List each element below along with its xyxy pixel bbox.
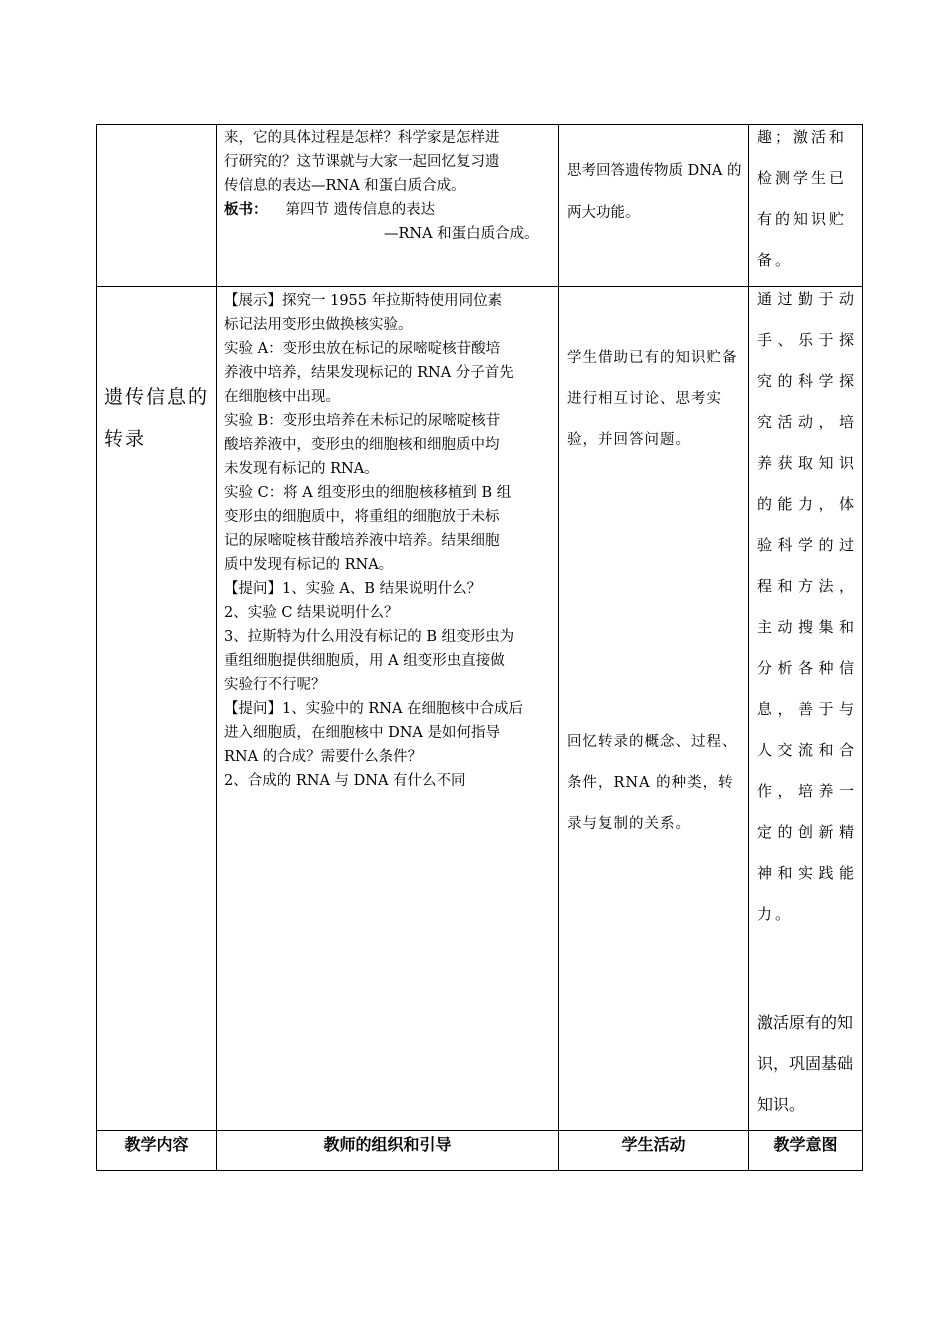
col-divider-2 <box>558 124 559 1171</box>
row1-teacher-line: 来，它的具体过程是怎样？科学家是怎样进 <box>224 130 500 146</box>
row2-teacher-cell <box>224 289 554 793</box>
header-col1-label: 教学内容 <box>124 1135 189 1154</box>
intent-a: 通过勤于动手、乐于探究的科学探究活动，培养获取知识的能力，体验科学的过程和方法，主动搜集和分析各种信息，善于与人交流和合作，培养一定的创新精神和实践能力。 <box>757 290 857 923</box>
header-student-activity <box>559 1125 748 1165</box>
teacher-line: 实验行不行呢？ <box>224 677 326 693</box>
header-col4-label: 教学意图 <box>773 1135 838 1154</box>
row1-intent-line: 检测学生已 <box>757 169 848 187</box>
header-col2-label: 教师的组织和引导 <box>323 1135 452 1154</box>
student-activity-b: 回忆转录的概念、过程、条件，RNA 的种类，转录与复制的关系。 <box>567 734 738 832</box>
row1-student-text: 思考回答遗传物质 DNA 的两大功能。 <box>567 163 742 221</box>
intent-b: 激活原有的知识，巩固基础知识。 <box>757 1013 854 1114</box>
teacher-line: 【展示】探究一 1955 年拉斯特使用同位素 <box>224 293 503 309</box>
table-left-border <box>96 124 97 1171</box>
teacher-line: 重组细胞提供细胞质，用 A 组变形虫直接做 <box>224 653 505 669</box>
row2-student-cell-b <box>567 722 743 845</box>
row1-intent-line: 备。 <box>757 251 794 269</box>
teacher-line: 2、合成的 RNA 与 DNA 有什么不同 <box>224 773 466 789</box>
col-divider-3 <box>748 124 749 1171</box>
header-teaching-content <box>97 1125 216 1165</box>
row1-intent-cell <box>757 117 857 281</box>
teacher-line: 在细胞核中出现。 <box>224 389 340 405</box>
row1-intent-line: 有的知识贮 <box>757 210 848 228</box>
teacher-line: 质中发现有标记的 RNA。 <box>224 557 394 573</box>
table-right-border <box>862 124 863 1171</box>
topic-text: 遗传信息的转录 <box>104 386 210 450</box>
topic-cell <box>104 376 212 460</box>
teacher-line: 【提问】1、实验中的 RNA 在细胞核中合成后 <box>224 701 524 717</box>
header-teaching-intent <box>749 1125 862 1165</box>
teacher-line: 实验 A：变形虫放在标记的尿嘧啶核苷酸培 <box>224 341 501 357</box>
teacher-line: 2、实验 C 结果说明什么？ <box>224 605 399 621</box>
row1-student-cell <box>567 150 743 234</box>
teacher-line: 实验 B：变形虫培养在未标记的尿嘧啶核苷 <box>224 413 501 429</box>
row2-intent-cell-a <box>757 279 857 935</box>
col-divider-1 <box>216 124 217 1171</box>
header-col3-label: 学生活动 <box>621 1135 686 1154</box>
teacher-line: 记的尿嘧啶核苷酸培养液中培养。结果细胞 <box>224 533 500 549</box>
row1-teacher-cell <box>224 126 554 246</box>
teacher-line: 标记法用变形虫做换核实验。 <box>224 317 413 333</box>
board-subtitle: —RNA 和蛋白质合成。 <box>384 226 539 242</box>
teacher-line: 3、拉斯特为什么用没有标记的 B 组变形虫为 <box>224 629 515 645</box>
teacher-line: 酸培养液中，变形虫的细胞核和细胞质中均 <box>224 437 500 453</box>
board-title: 第四节 遗传信息的表达 <box>285 202 436 218</box>
board-label: 板书： <box>224 201 268 218</box>
teacher-line: 实验 C：将 A 组变形虫的细胞核移植到 B 组 <box>224 485 512 501</box>
teacher-line: 未发现有标记的 RNA。 <box>224 461 379 477</box>
teacher-line: 【提问】1、实验 A、B 结果说明什么？ <box>224 581 482 597</box>
teacher-line: 变形虫的细胞质中，将重组的细胞放于未标 <box>224 509 500 525</box>
row1-teacher-line: 传信息的表达—RNA 和蛋白质合成。 <box>224 178 466 194</box>
teacher-line: 进入细胞质，在细胞核中 DNA 是如何指导 <box>224 725 501 741</box>
teacher-line: 养液中培养，结果发现标记的 RNA 分子首先 <box>224 365 514 381</box>
student-activity-a: 学生借助已有的知识贮备进行相互讨论、思考实验，并回答问题。 <box>567 350 738 448</box>
row1-intent-line: 趣；激活和 <box>757 128 848 146</box>
row1-teacher-line: 行研究的？这节课就与大家一起回忆复习遗 <box>224 154 500 170</box>
teacher-line: RNA 的合成？需要什么条件？ <box>224 749 423 765</box>
header-teacher-guidance <box>217 1125 558 1165</box>
row2-intent-cell-b <box>757 1002 857 1125</box>
row2-student-cell-a <box>567 338 743 461</box>
